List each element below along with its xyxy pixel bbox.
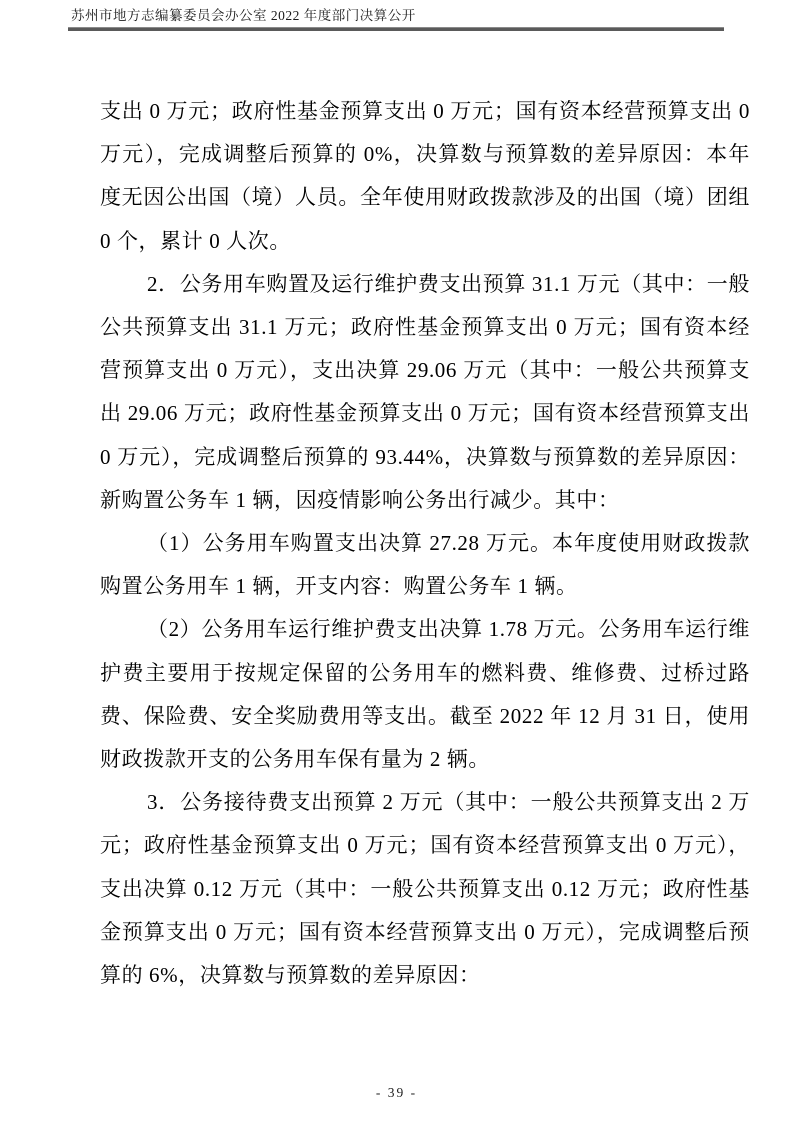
- paragraph-vehicle-maintenance: （2）公务用车运行维护费支出决算 1.78 万元。公务用车运行维护费主要用于按规定保留的公务用车的燃料费、维修费、过桥过路费、保险费、安全奖励费用等支出。截至 2022 年 12 月 31 日，使用财政拨款开支的公务用车保有量为 2 辆。: [100, 617, 750, 772]
- page-header: [68, 6, 724, 31]
- page-footer: [0, 1084, 793, 1102]
- paragraph-continuation: 支出 0 万元；政府性基金预算支出 0 万元；国有资本经营预算支出 0 万元），完成调整后预算的 0%，决算数与预算数的差异原因：本年度无因公出国（境）人员。全年使用财政拨款涉及的出国（境）团组 0 个，累计 0 人次。: [100, 99, 750, 253]
- paragraph-official-reception: 3．公务接待费支出预算 2 万元（其中：一般公共预算支出 2 万元；政府性基金预算支出 0 万元；国有资本经营预算支出 0 万元），支出决算 0.12 万元（其中：一般公共预算支出 0.12 万元；政府性基金预算支出 0 万元；国有资本经营预算支出 0 万元），完成调整后预算的 6%，决算数与预算数的差异原因：: [100, 790, 750, 988]
- header-title: 苏州市地方志编纂委员会办公室 2022 年度部门决算公开: [71, 8, 416, 23]
- paragraph-vehicle-budget: 2．公务用车购置及运行维护费支出预算 31.1 万元（其中：一般公共预算支出 31.1 万元；政府性基金预算支出 0 万元；国有资本经营预算支出 0 万元），支出决算 29.06 万元（其中：一般公共预算支出 29.06 万元；政府性基金预算支出 0 万元；国有资本经营预算支出 0 万元），完成调整后预算的 93.44%，决算数与预算数的差异原因：新购置公务车 1 辆，因疫情影响公务出行减少。其中：: [100, 271, 750, 512]
- page-number: - 39 -: [375, 1085, 418, 1100]
- document-body: [100, 90, 750, 997]
- paragraph-vehicle-purchase: （1）公务用车购置支出决算 27.28 万元。本年度使用财政拨款购置公务用车 1 辆，开支内容：购置公务车 1 辆。: [100, 531, 750, 599]
- header-rule-divider: [68, 27, 724, 31]
